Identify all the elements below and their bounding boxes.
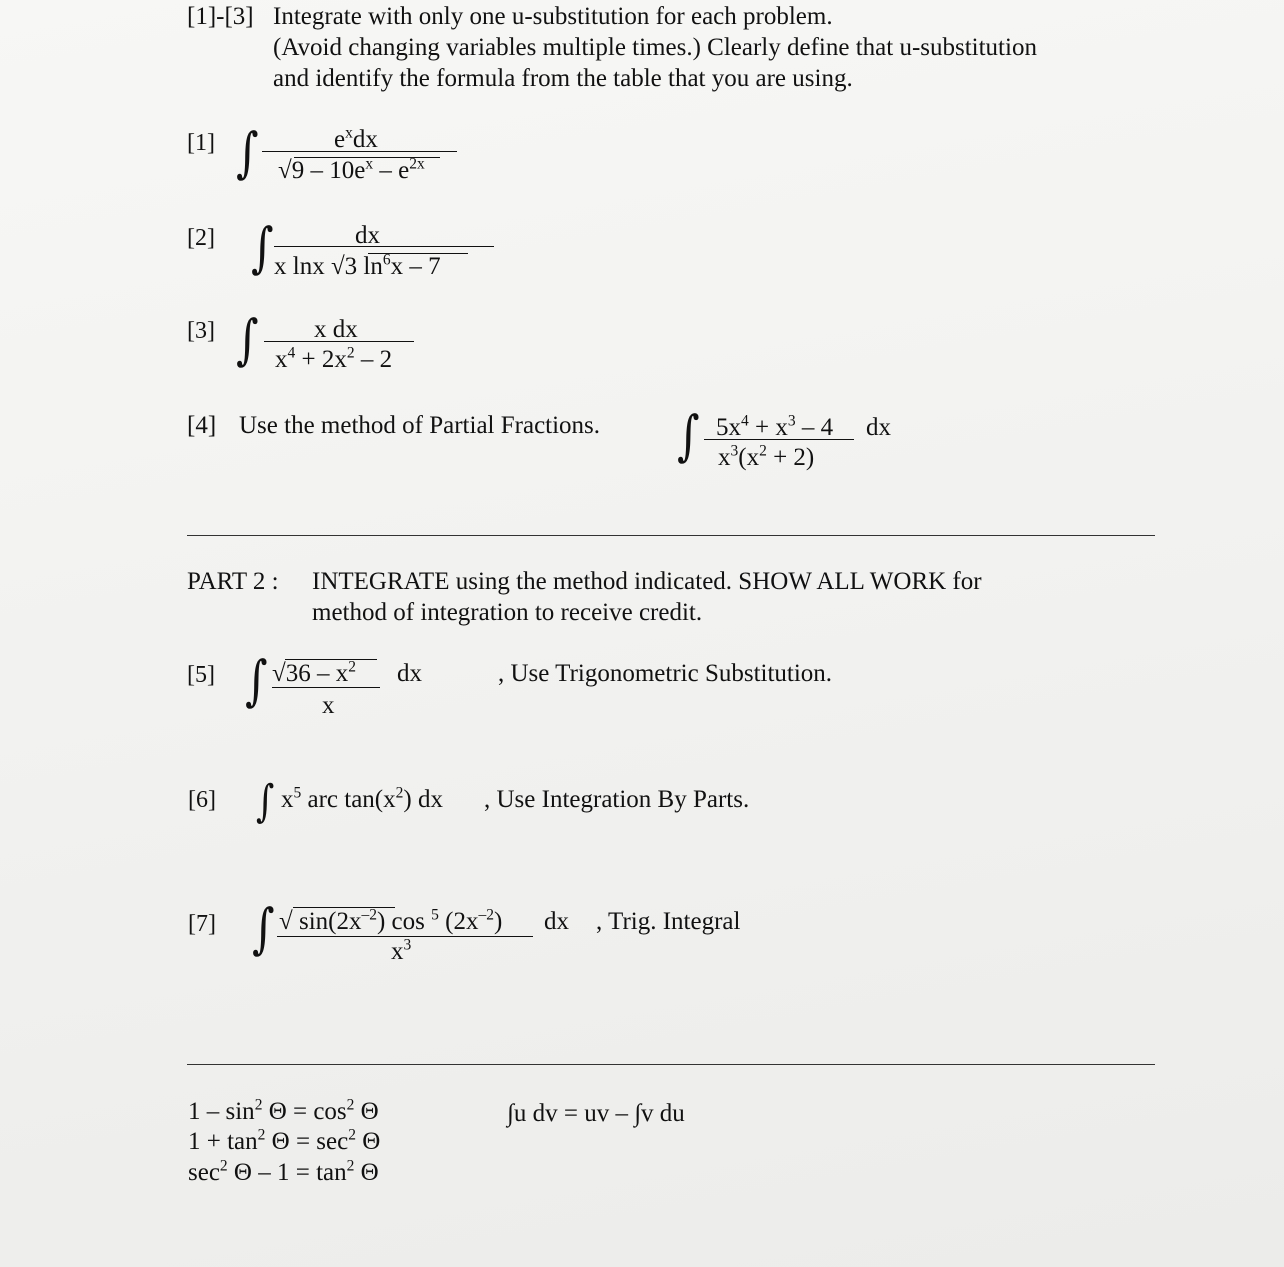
identity-2-b: Θ = sec xyxy=(265,1128,349,1155)
integral-sign: ∫ xyxy=(236,121,259,184)
identity-3-a: sec xyxy=(188,1159,220,1186)
den-part-c: – 2 xyxy=(354,346,393,373)
identity-2 xyxy=(188,1128,380,1156)
header-line-3: and identify the formula from the table that you are using. xyxy=(273,65,853,92)
num-exp-1: –2 xyxy=(361,906,377,924)
integral-sign: ∫ xyxy=(256,776,275,827)
num-part-c: (2x xyxy=(438,908,479,935)
problem-4-denominator xyxy=(718,444,814,472)
identity-1-c: Θ xyxy=(354,1098,379,1125)
integral-sign: ∫ xyxy=(236,308,259,371)
problem-7-numerator xyxy=(279,908,502,936)
den-exp: 6 xyxy=(382,251,391,269)
problem-1-label: [1] xyxy=(187,130,215,156)
identity-2-exp-1: 2 xyxy=(257,1126,266,1144)
den-part-a: x xyxy=(275,346,288,373)
header-line-2: (Avoid changing variables multiple times.) Clearly define that u-substitution xyxy=(273,34,1037,61)
expr-part-c: ) dx xyxy=(403,786,443,813)
identity-1-b: Θ = cos xyxy=(262,1098,347,1125)
part-2-line-2: method of integration to receive credit. xyxy=(312,599,703,626)
den-exp-1: 4 xyxy=(287,344,296,362)
integral-sign: ∫ xyxy=(677,404,700,467)
header-line-1: Integrate with only one u-substitution for each problem. xyxy=(273,3,833,30)
problem-6-label: [6] xyxy=(188,787,216,813)
identity-3-exp-2: 2 xyxy=(346,1157,355,1175)
expr-exp-2: 2 xyxy=(395,784,404,802)
den-part-b: (x xyxy=(738,444,760,471)
num-exp-2: 3 xyxy=(787,412,796,430)
den-part-b: – e xyxy=(373,157,410,184)
den-part-a: x xyxy=(718,444,731,471)
den-part-b: x – 7 xyxy=(390,253,441,280)
den-exp-1: 3 xyxy=(730,442,739,460)
fraction-bar xyxy=(264,341,414,342)
problem-5-method: , Use Trigonometric Substitution. xyxy=(498,660,833,687)
integration-by-parts-formula: ∫u dv = uv – ∫v du xyxy=(507,1100,685,1127)
problem-6-expression xyxy=(281,786,443,814)
problem-4-dx: dx xyxy=(866,414,891,441)
num-exp-3: –2 xyxy=(478,906,494,924)
problem-4-label: [4] xyxy=(187,412,217,439)
identity-3-c: Θ xyxy=(354,1159,379,1186)
problem-4-numerator xyxy=(716,414,833,442)
den-exp-1: x xyxy=(365,155,374,173)
problem-2-numerator: dx xyxy=(355,222,380,249)
problem-3-label: [3] xyxy=(187,318,215,344)
den-exp: 3 xyxy=(403,936,412,954)
problem-5-denominator: x xyxy=(322,692,335,719)
num-dx: dx xyxy=(352,126,378,153)
den-exp-2: 2x xyxy=(409,155,425,173)
num-part-b: + x xyxy=(748,414,788,441)
fraction-bar xyxy=(704,439,854,440)
expr-part-a: x xyxy=(281,786,294,813)
num-exp-2: 5 xyxy=(431,906,439,924)
num-exponent: x xyxy=(345,124,353,142)
section-divider xyxy=(187,1064,1155,1065)
identity-2-c: Θ xyxy=(355,1128,381,1155)
fraction-bar xyxy=(272,687,380,688)
problem-7-label: [7] xyxy=(188,911,216,937)
den-base: x xyxy=(391,938,404,965)
header-label: [1]-[3] xyxy=(187,3,254,30)
identity-3 xyxy=(188,1159,379,1187)
fraction-bar xyxy=(274,246,494,247)
num-part-a: √ sin(2x xyxy=(279,908,362,935)
integral-sign: ∫ xyxy=(252,897,275,960)
den-part-b: + 2x xyxy=(295,346,347,373)
identity-1 xyxy=(188,1098,379,1126)
part-2-title: PART 2 : xyxy=(187,568,279,595)
identity-1-exp-2: 2 xyxy=(346,1096,355,1114)
num-exp-1: 4 xyxy=(741,412,749,430)
problem-2-denominator xyxy=(274,253,441,281)
identity-2-exp-2: 2 xyxy=(348,1126,356,1144)
problem-7-dx: dx xyxy=(544,908,569,935)
integral-sign: ∫ xyxy=(251,216,274,279)
den-exp-2: 2 xyxy=(759,442,767,460)
identity-3-b: Θ – 1 = tan xyxy=(227,1159,347,1186)
problem-1-denominator xyxy=(278,157,425,185)
problem-4-instruction: Use the method of Partial Fractions. xyxy=(239,412,601,439)
section-divider xyxy=(187,535,1155,536)
problem-3-denominator xyxy=(275,346,392,374)
den-exp-2: 2 xyxy=(346,344,355,362)
expr-part-b: arc tan(x xyxy=(301,786,396,813)
integral-sign: ∫ xyxy=(245,649,268,712)
problem-5-numerator xyxy=(272,660,356,688)
problem-1-numerator xyxy=(334,126,378,154)
identity-1-exp-1: 2 xyxy=(254,1096,263,1114)
num-part-d: ) xyxy=(493,908,503,935)
num-part-a: 5x xyxy=(716,414,741,441)
problem-7-method: , Trig. Integral xyxy=(596,908,741,935)
expr-exp-1: 5 xyxy=(293,784,302,802)
den-part-a: √9 – 10e xyxy=(278,157,366,184)
part-2-line-1: INTEGRATE using the method indicated. SHOW ALL WORK for xyxy=(312,568,982,595)
identity-3-exp-1: 2 xyxy=(219,1157,228,1175)
identity-2-a: 1 + tan xyxy=(188,1128,258,1155)
problem-5-label: [5] xyxy=(187,662,215,688)
identity-1-a: 1 – sin xyxy=(188,1098,255,1125)
problem-5-dx: dx xyxy=(397,660,422,687)
num-base: e xyxy=(334,126,346,153)
problem-7-denominator xyxy=(391,938,411,966)
problem-6-method: , Use Integration By Parts. xyxy=(484,786,750,813)
num-exp: 2 xyxy=(348,658,356,676)
num-part-b: ) cos xyxy=(376,908,432,935)
num-part-c: – 4 xyxy=(795,414,834,441)
problem-2-label: [2] xyxy=(187,225,215,251)
problem-3-numerator: x dx xyxy=(314,316,358,343)
fraction-bar xyxy=(262,151,457,152)
den-part-c: + 2) xyxy=(766,444,815,471)
num-part-a: √36 – x xyxy=(272,660,349,687)
den-part-a: x lnx √3 ln xyxy=(274,253,383,280)
